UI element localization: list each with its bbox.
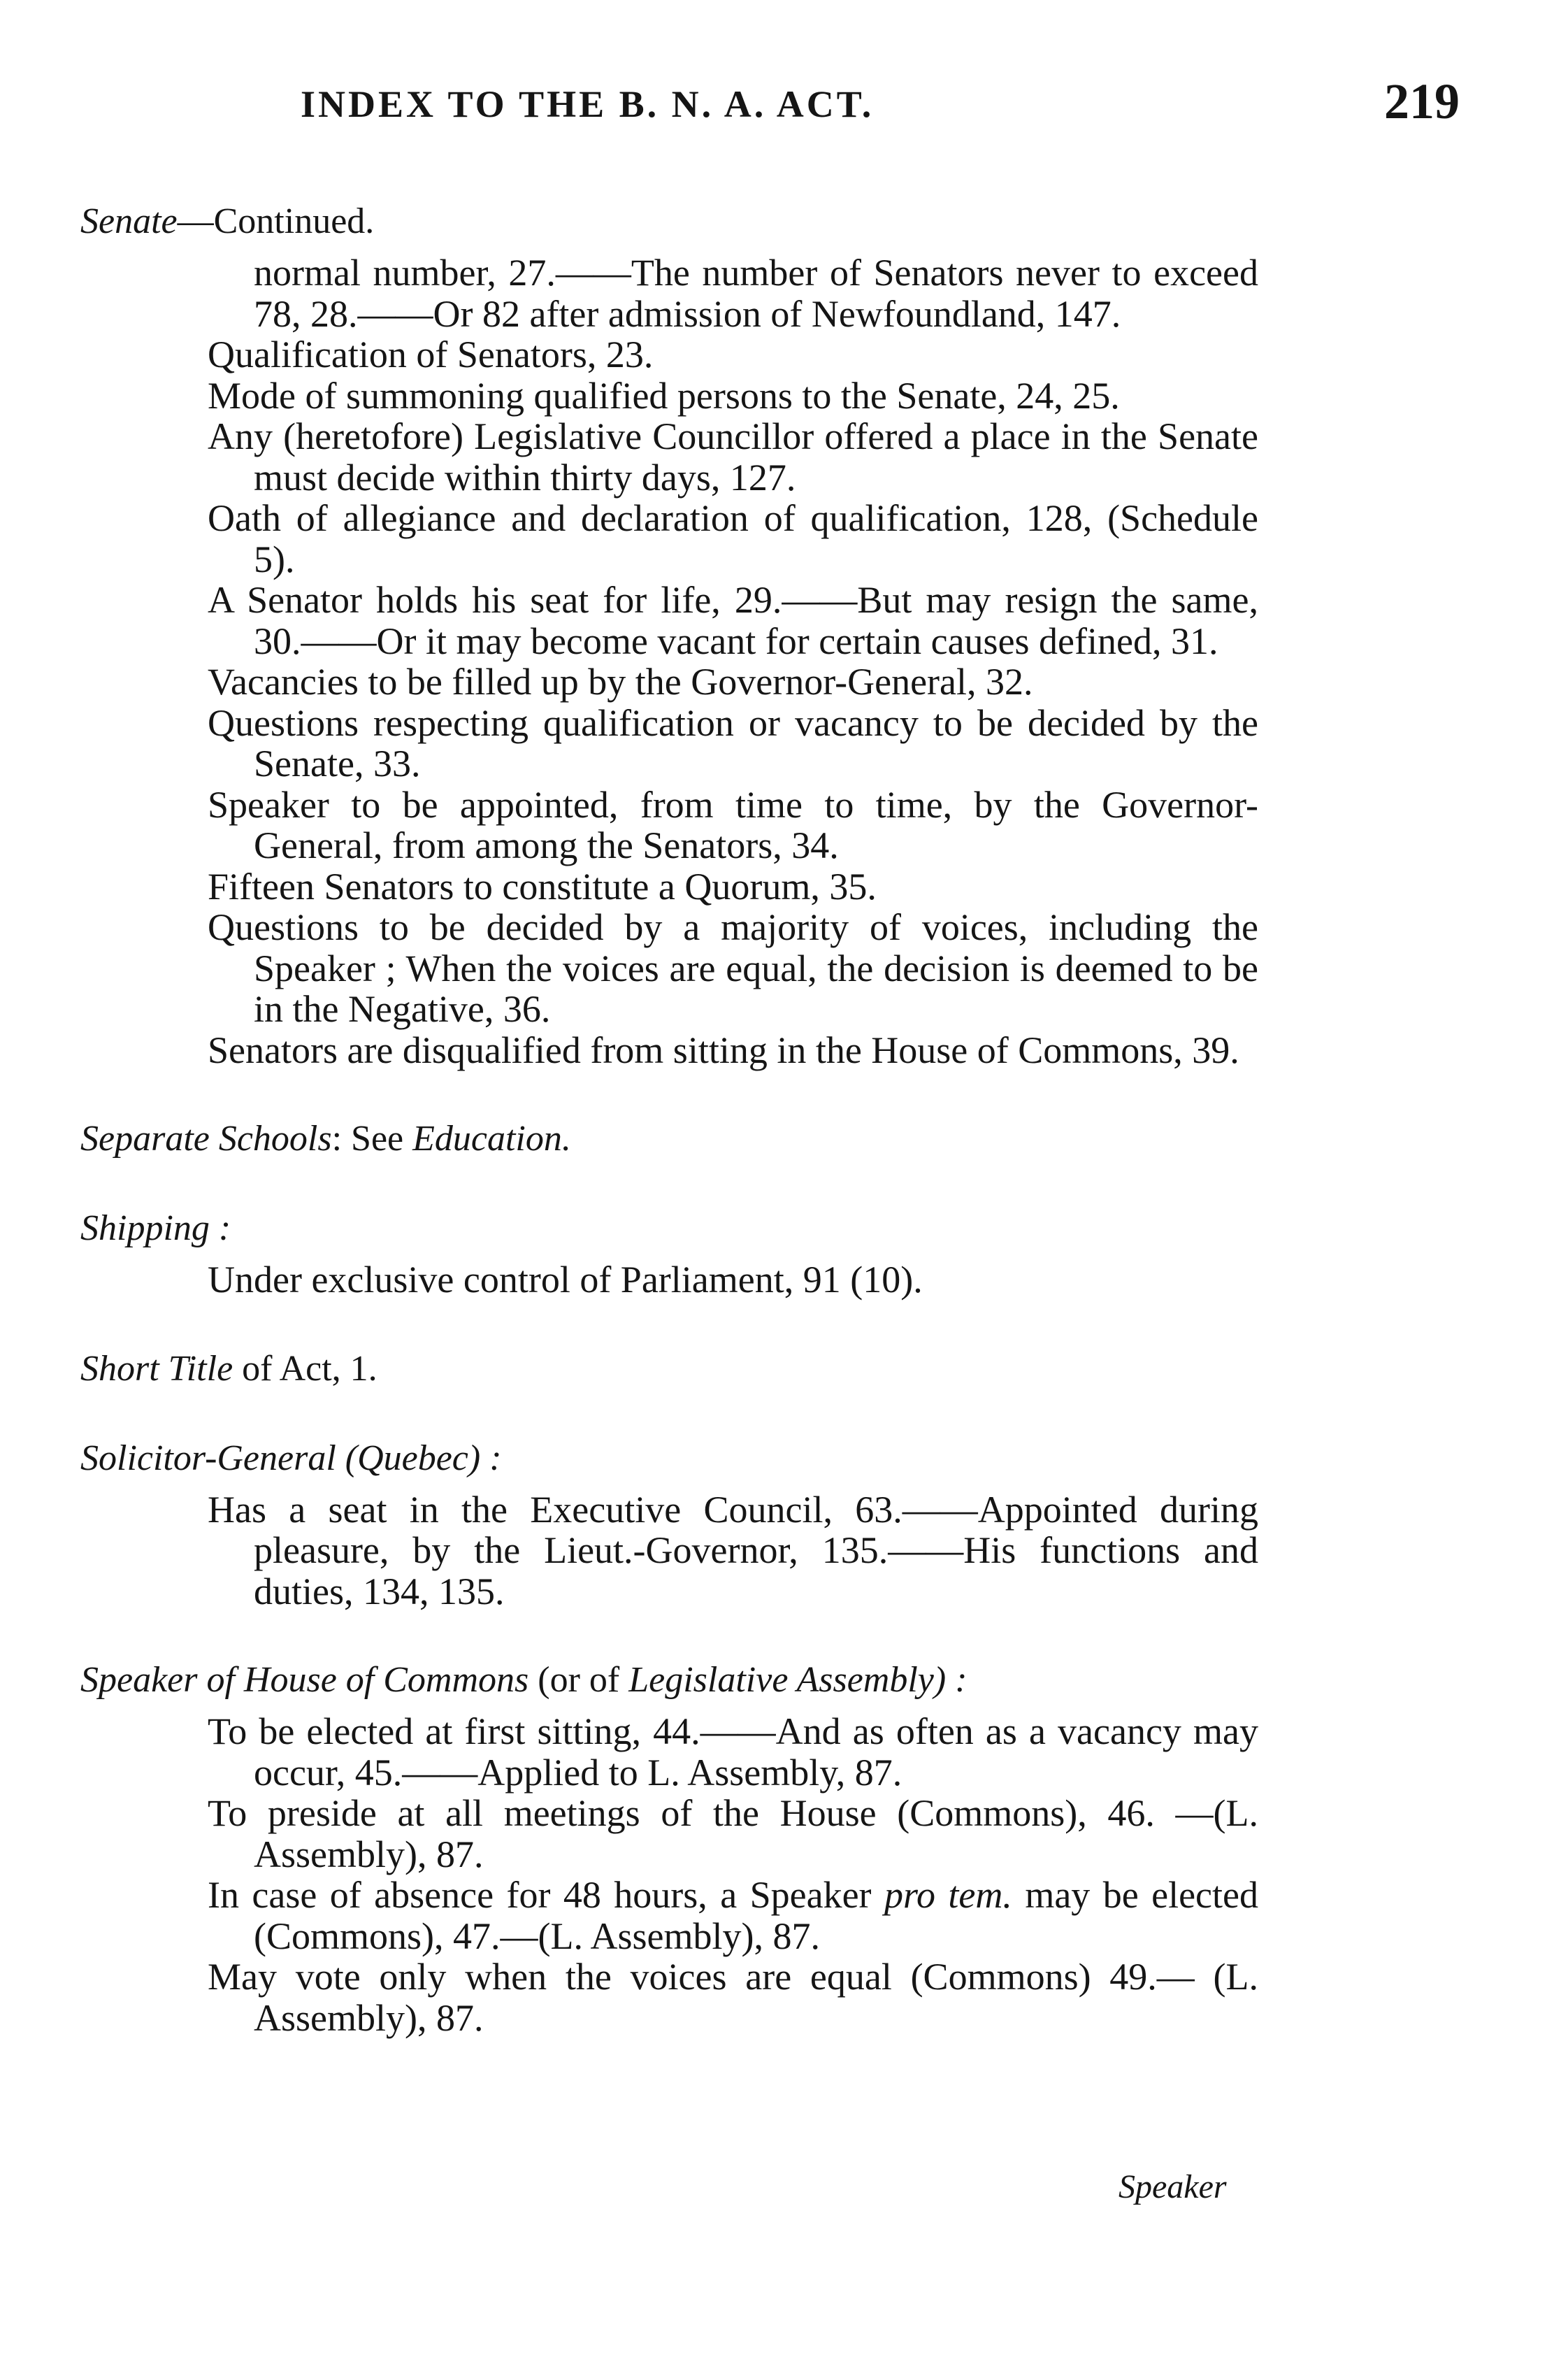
index-entry: Questions respecting qualification or vacancy to be decided by the Senate, 33. (208, 701, 1258, 785)
shipping-title: Shipping (80, 1208, 210, 1248)
speaker-title-part3: Legislative Assembly (628, 1660, 934, 1700)
index-entry: To be elected at first sitting, 44.——And as often as a vacancy may occur, 45.——Applied to L. Assembly, 87. (208, 1710, 1258, 1794)
index-content (80, 201, 1258, 2038)
solicitor-general-title: Solicitor-General (Quebec) : (80, 1438, 502, 1478)
short-title-heading (80, 1348, 1258, 1390)
index-entry: Under exclusive control of Parliament, 91 (10). (208, 1259, 923, 1301)
senate-entries (80, 252, 1258, 1071)
speaker-title-part1: Speaker of House of Commons (80, 1660, 529, 1700)
index-entry: Qualification of Senators, 23. (208, 334, 654, 375)
page-number: 219 (1384, 73, 1460, 129)
separate-schools-heading (80, 1118, 1258, 1160)
speaker-title-part4: ) : (933, 1660, 968, 1700)
index-entry: To preside at all meetings of the House (Commons), 46. —(L. Assembly), 87. (208, 1792, 1258, 1875)
section-spacer (80, 1301, 1258, 1348)
index-entry: A Senator holds his seat for life, 29.——But may resign the same, 30.——Or it may become vacant for certain causes defined, 31. (208, 579, 1258, 662)
index-entry-pro-tem (208, 1875, 1258, 1956)
catchword: Speaker (1119, 2168, 1227, 2205)
solicitor-general-heading (80, 1438, 1258, 1480)
index-entry: Speaker to be appointed, from time to time, by the Governor-General, from among the Senators, 34. (208, 783, 1258, 866)
index-entry: normal number, 27.——The number of Senators never to exceed 78, 28.——Or 82 after admission of Newfoundland, 147. (254, 252, 1258, 335)
senate-heading (80, 201, 1258, 243)
solicitor-general-entries (80, 1489, 1258, 1612)
section-spacer (80, 1612, 1258, 1659)
speaker-heading (80, 1659, 1258, 1701)
short-title-text: of Act, 1. (233, 1348, 377, 1389)
shipping-colon: : (209, 1208, 231, 1248)
index-entry: May vote only when the voices are equal (Commons) 49.— (L. Assembly), 87. (208, 1956, 1258, 2039)
index-entry: Oath of allegiance and declaration of qualification, 128, (Schedule 5). (208, 497, 1258, 580)
running-head: INDEX TO THE B. N. A. ACT. (301, 83, 875, 125)
section-spacer (80, 1160, 1258, 1208)
index-entry: Senators are disqualified from sitting in the House of Commons, 39. (208, 1029, 1239, 1071)
index-entry: Questions to be decided by a majority of voices, including the Speaker ; When the voices are equal, the decision is deemed to be in the Negative, 36. (208, 906, 1258, 1030)
index-entry: Fifteen Senators to constitute a Quorum, 35. (208, 865, 877, 908)
separate-schools-reference: Education. (412, 1119, 571, 1159)
index-entry: Has a seat in the Executive Council, 63.——Appointed during pleasure, by the Lieut.-Governor, 135.——His functions and duties, 134, 135. (208, 1488, 1258, 1612)
short-title-title: Short Title (80, 1348, 233, 1389)
index-entry: Any (heretofore) Legislative Councillor offered a place in the Senate must decide within thirty days, 127. (208, 415, 1258, 499)
separate-schools-title: Separate Schools (80, 1119, 332, 1159)
speaker-entries (80, 1711, 1258, 2038)
section-spacer (80, 1390, 1258, 1438)
pro-tem-italic: pro tem. (884, 1874, 1012, 1916)
senate-title: Senate (80, 201, 178, 241)
index-entry: Mode of summoning qualified persons to the Senate, 24, 25. (208, 374, 1120, 417)
pro-tem-before: In case of absence for 48 hours, a Speaker (208, 1874, 884, 1916)
separate-schools-connector: : See (331, 1119, 413, 1159)
senate-continued: —Continued. (177, 201, 375, 241)
index-entry: Vacancies to be filled up by the Governor-General, 32. (208, 661, 1033, 703)
speaker-title-part2: (or of (528, 1660, 629, 1700)
shipping-heading (80, 1208, 1258, 1250)
pro-tem-after: may be elected (Commons), 47.—(L. Assembly), 87. (254, 1874, 1258, 1957)
section-spacer (80, 1071, 1258, 1118)
shipping-entries (80, 1259, 1258, 1301)
